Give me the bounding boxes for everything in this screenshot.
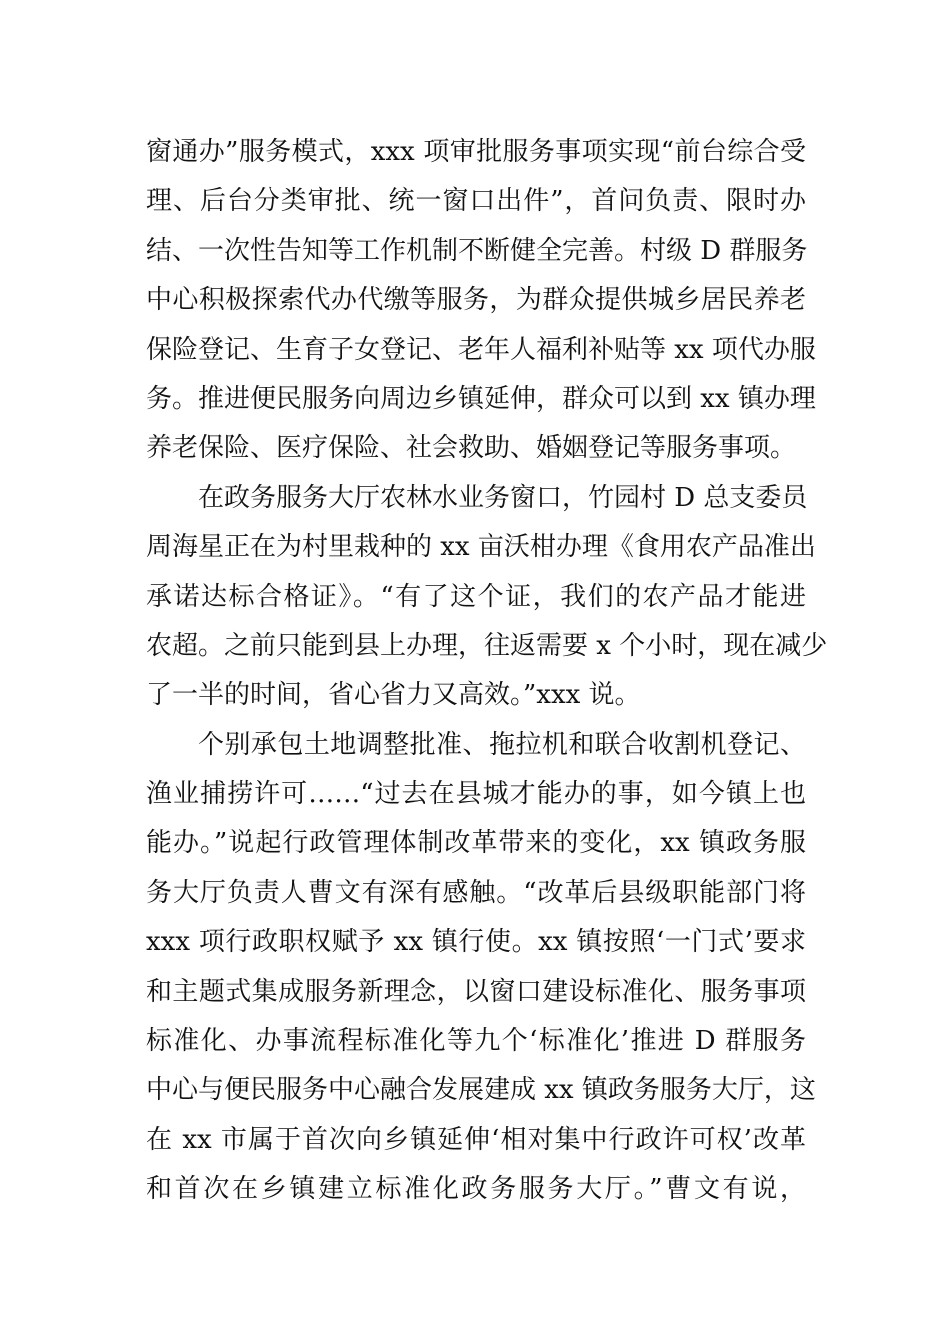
- text-line: 周海星正在为村里栽种的 xx 亩沃柑办理《食用农产品准出: [146, 532, 816, 563]
- text-line: 能办。”说起行政管理体制改革带来的变化，xx 镇政务服: [146, 828, 806, 859]
- paragraph-3: [146, 721, 816, 1215]
- text-line: 务。推进便民服务向周边乡镇延伸，群众可以到 xx 镇办理: [146, 383, 816, 414]
- text-line: 和首次在乡镇建立标准化政务服务大厅。”曹文有说，: [146, 1174, 806, 1205]
- text-line: 养老保险、医疗保险、社会救助、婚姻登记等服务事项。: [146, 433, 797, 464]
- text-line: 个别承包土地调整批准、拖拉机和联合收割机登记、: [198, 729, 806, 760]
- text-line: 标准化、办事流程标准化等九个‘标准化’推进 D 群服务: [146, 1026, 806, 1057]
- text-line: 和主题式集成服务新理念，以窗口建设标准化、服务事项: [146, 976, 806, 1007]
- text-line: 务大厅负责人曹文有深有感触。“改革后县级职能部门将: [146, 877, 806, 908]
- paragraph-2: [146, 474, 828, 721]
- text-line: 在 xx 市属于首次向乡镇延伸‘相对集中行政许可权’改革: [146, 1124, 806, 1155]
- text-line: 在政务服务大厅农林水业务窗口，竹园村 D 总支委员: [198, 482, 808, 513]
- text-line: 窗通办”服务模式，xxx 项审批服务事项实现“前台综合受: [146, 137, 806, 167]
- text-line: 中心与便民服务中心融合发展建成 xx 镇政务服务大厅，这: [146, 1075, 816, 1106]
- text-line: 农超。之前只能到县上办理，往返需要 x 个小时，现在减少: [146, 630, 828, 661]
- text-line: 渔业捕捞许可……“过去在县城才能办的事，如今镇上也: [146, 779, 806, 810]
- text-line: 保险登记、生育子女登记、老年人福利补贴等 xx 项代办服: [146, 334, 816, 365]
- text-line: 中心积极探索代办代缴等服务，为群众提供城乡居民养老: [146, 285, 806, 316]
- text-line: xxx 项行政职权赋予 xx 镇行使。xx 镇按照‘一门式’要求: [146, 927, 806, 958]
- text-line: 承诺达标合格证》。“有了这个证，我们的农产品才能进: [146, 581, 806, 612]
- text-line: 理、后台分类审批、统一窗口出件”，首问负责、限时办: [146, 186, 806, 217]
- text-line: 结、一次性告知等工作机制不断健全完善。村级 D 群服务: [146, 235, 808, 266]
- paragraph-1: [146, 128, 816, 474]
- text-line: 了一半的时间，省心省力又高效。”xxx 说。: [146, 680, 641, 711]
- document-body: [146, 128, 828, 1215]
